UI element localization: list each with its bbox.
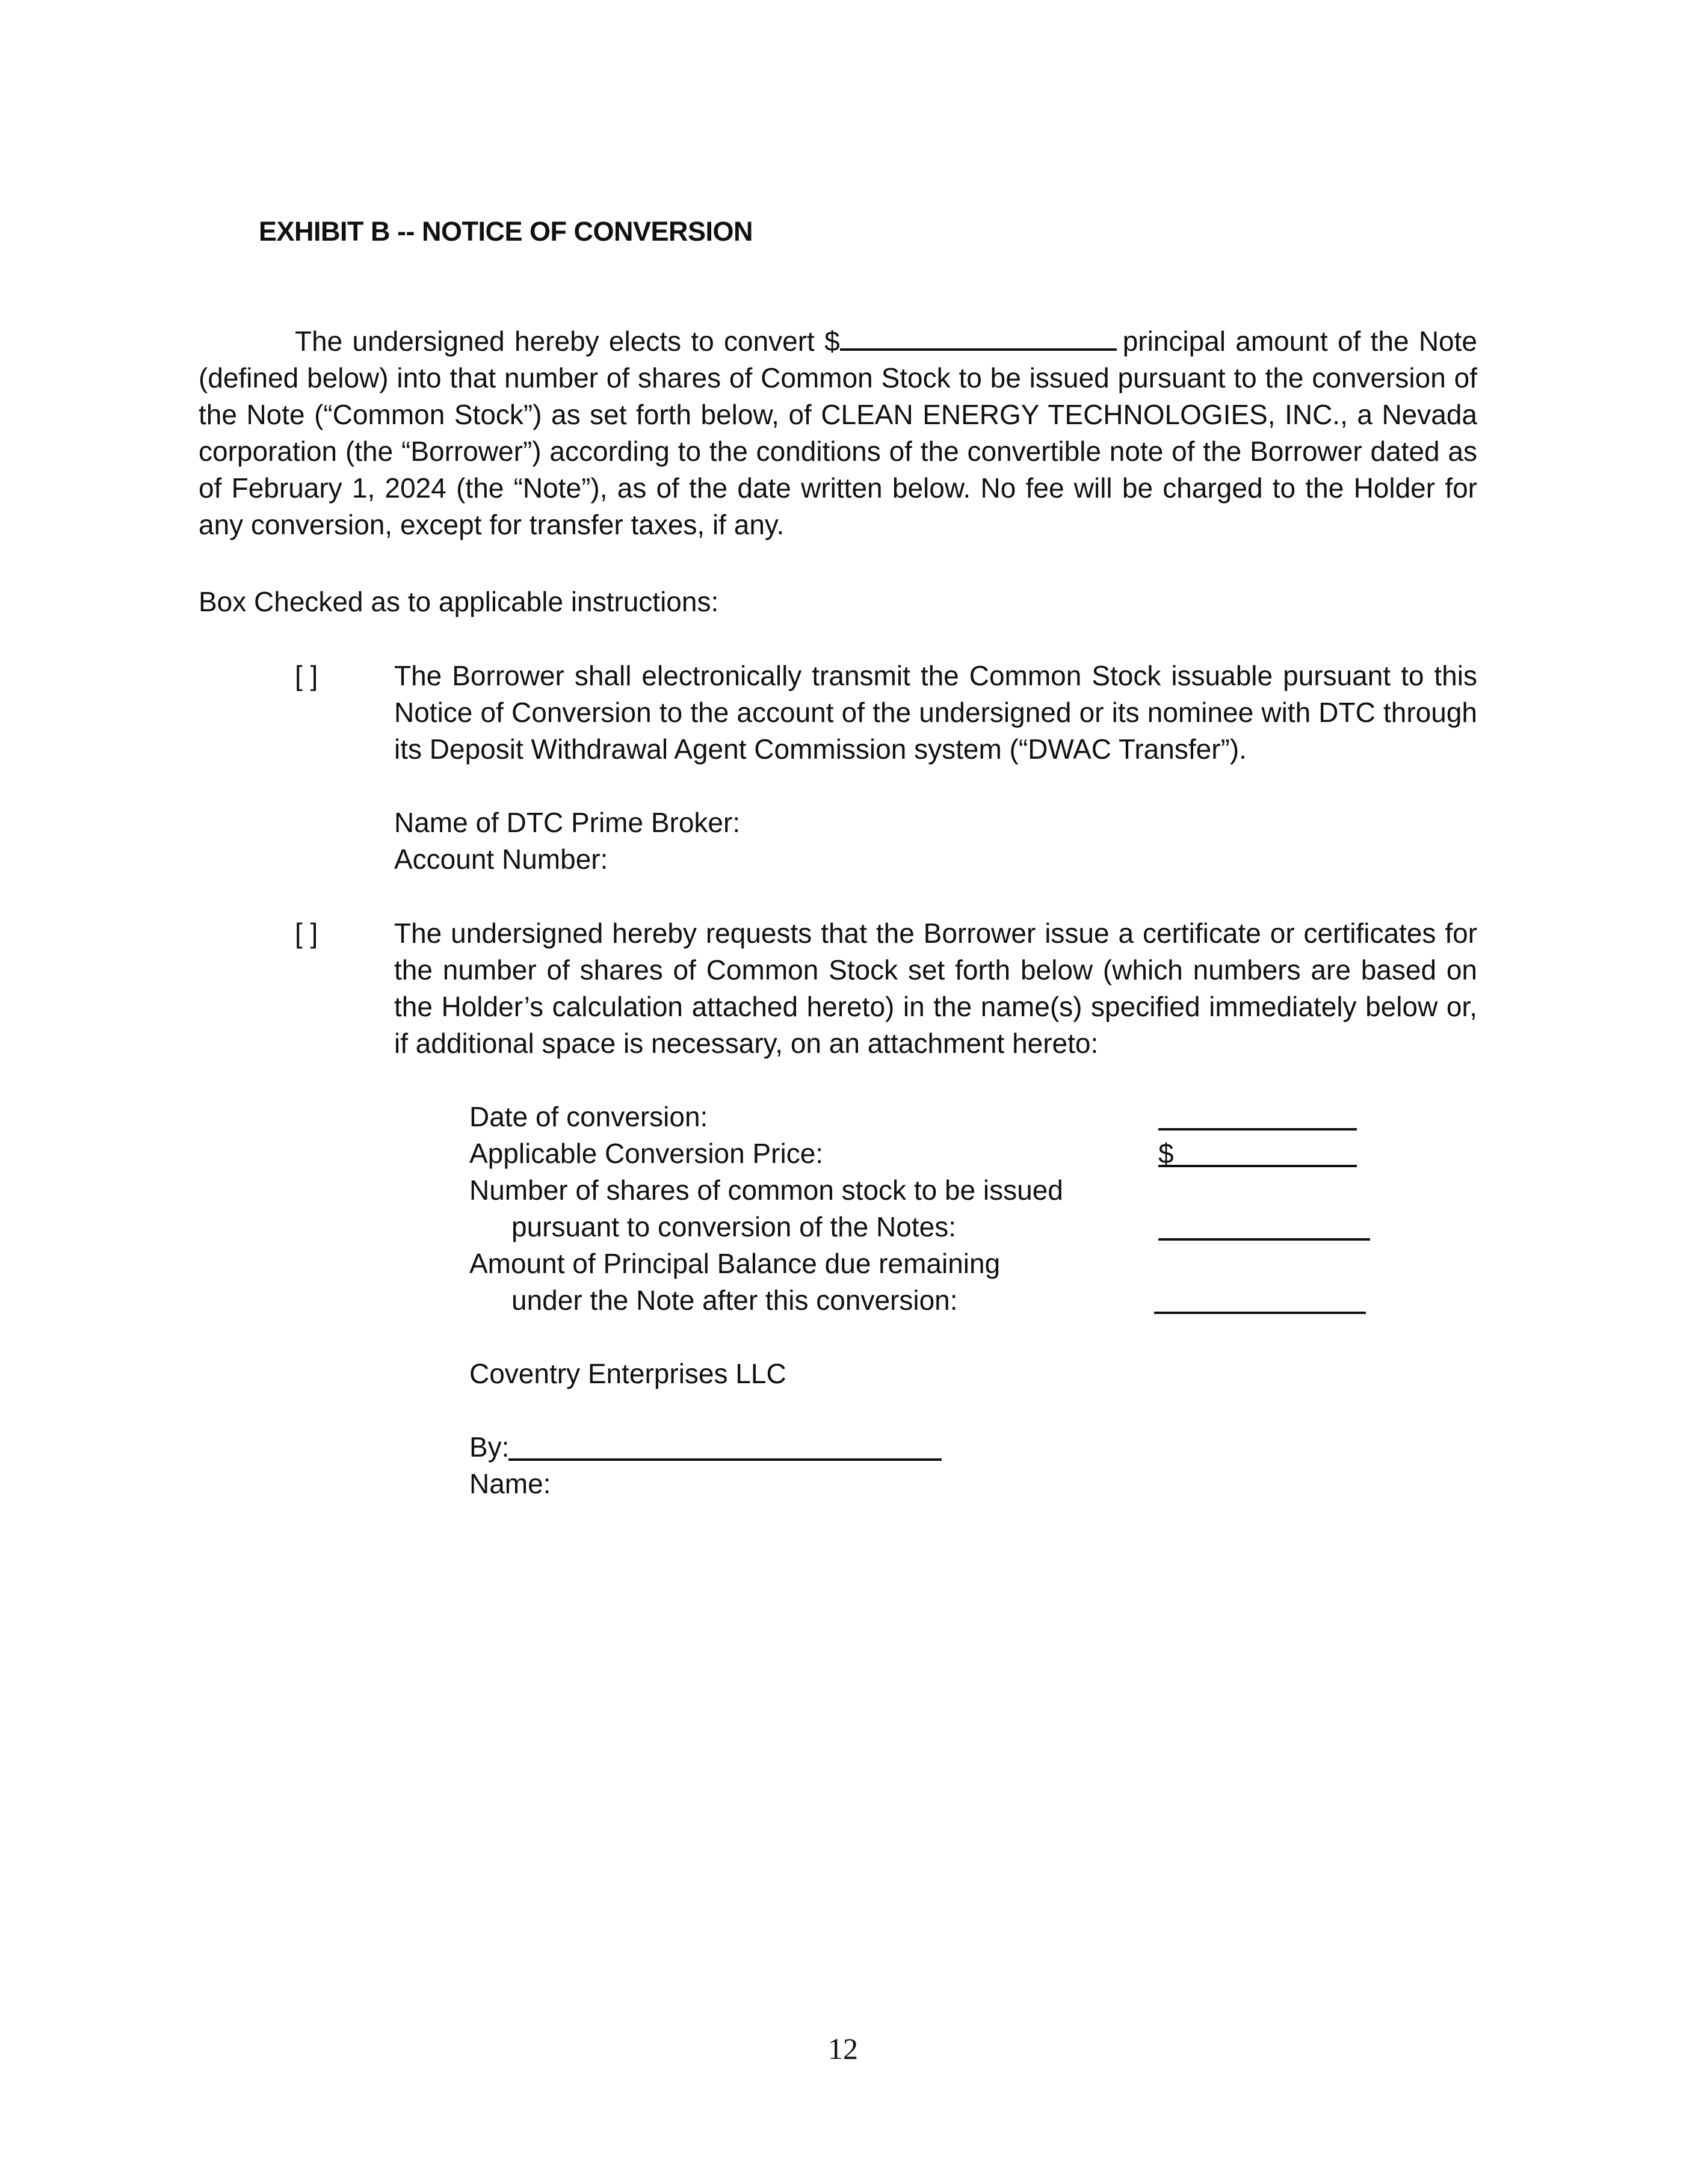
shares-blank[interactable] bbox=[1158, 1238, 1370, 1241]
conversion-price-label: Applicable Conversion Price: bbox=[469, 1138, 824, 1169]
intro-text-start: The undersigned hereby elects to convert $ bbox=[295, 325, 840, 357]
company-name: Coventry Enterprises LLC bbox=[469, 1358, 786, 1389]
option2-text: The undersigned hereby requests that the Borrower issue a certificate or certificates for the number of shares of Common Stock set forth below (which numbers are based on the Holder’s calculation attached hereto) in the name(s) specified immediately below or, if additional space is necessary, on an attachment hereto: bbox=[394, 918, 1477, 1059]
name-label: Name: bbox=[469, 1468, 551, 1499]
box-checked-label: Box Checked as to applicable instructions: bbox=[199, 586, 719, 617]
page-number: 12 bbox=[828, 2032, 858, 2065]
signature-line[interactable] bbox=[508, 1458, 942, 1461]
account-number-label: Account Number: bbox=[394, 844, 608, 875]
date-of-conversion-label: Date of conversion: bbox=[469, 1101, 708, 1132]
dtc-broker-label: Name of DTC Prime Broker: bbox=[394, 807, 741, 838]
conversion-price-dollar-sign: $ bbox=[1158, 1138, 1174, 1169]
document-title: EXHIBIT B -- NOTICE OF CONVERSION bbox=[259, 216, 753, 247]
principal-label-line1: Amount of Principal Balance due remaining bbox=[469, 1248, 1001, 1279]
by-label: By: bbox=[469, 1431, 510, 1463]
option2-checkbox[interactable]: [ ] bbox=[295, 918, 318, 949]
principal-label-line2: under the Note after this conversion: bbox=[511, 1285, 958, 1316]
conversion-price-blank[interactable] bbox=[1158, 1165, 1357, 1167]
shares-label-line2: pursuant to conversion of the Notes: bbox=[511, 1211, 956, 1242]
date-of-conversion-blank[interactable] bbox=[1158, 1128, 1357, 1131]
option1-text: The Borrower shall electronically transmit the Common Stock issuable pursuant to this Notice of Conversion to the account of the undersigned or its nominee with DTC through its Deposit Withdrawal Agent Commission system (“DWAC Transfer”). bbox=[394, 660, 1477, 765]
intro-paragraph bbox=[199, 322, 1477, 543]
conversion-amount-blank[interactable] bbox=[840, 322, 1117, 351]
principal-blank[interactable] bbox=[1154, 1312, 1366, 1314]
shares-label-line1: Number of shares of common stock to be issued bbox=[469, 1174, 1063, 1206]
option1-checkbox[interactable]: [ ] bbox=[295, 660, 318, 691]
intro-text-rest: principal amount of the Note (defined below) into that number of shares of Common Stock to be issued pursuant to the conversion of the Note (“Common Stock”) as set forth below, of CLEAN ENERGY TECHNOLOGIES, INC., a Nevada corporation (the “Borrower”) according to the conditions of the convertible note of the Borrower dated as of February 1, 2024 (the “Note”), as of the date written below. No fee will be charged to the Holder for any conversion, except for transfer taxes, if any. bbox=[199, 325, 1477, 540]
